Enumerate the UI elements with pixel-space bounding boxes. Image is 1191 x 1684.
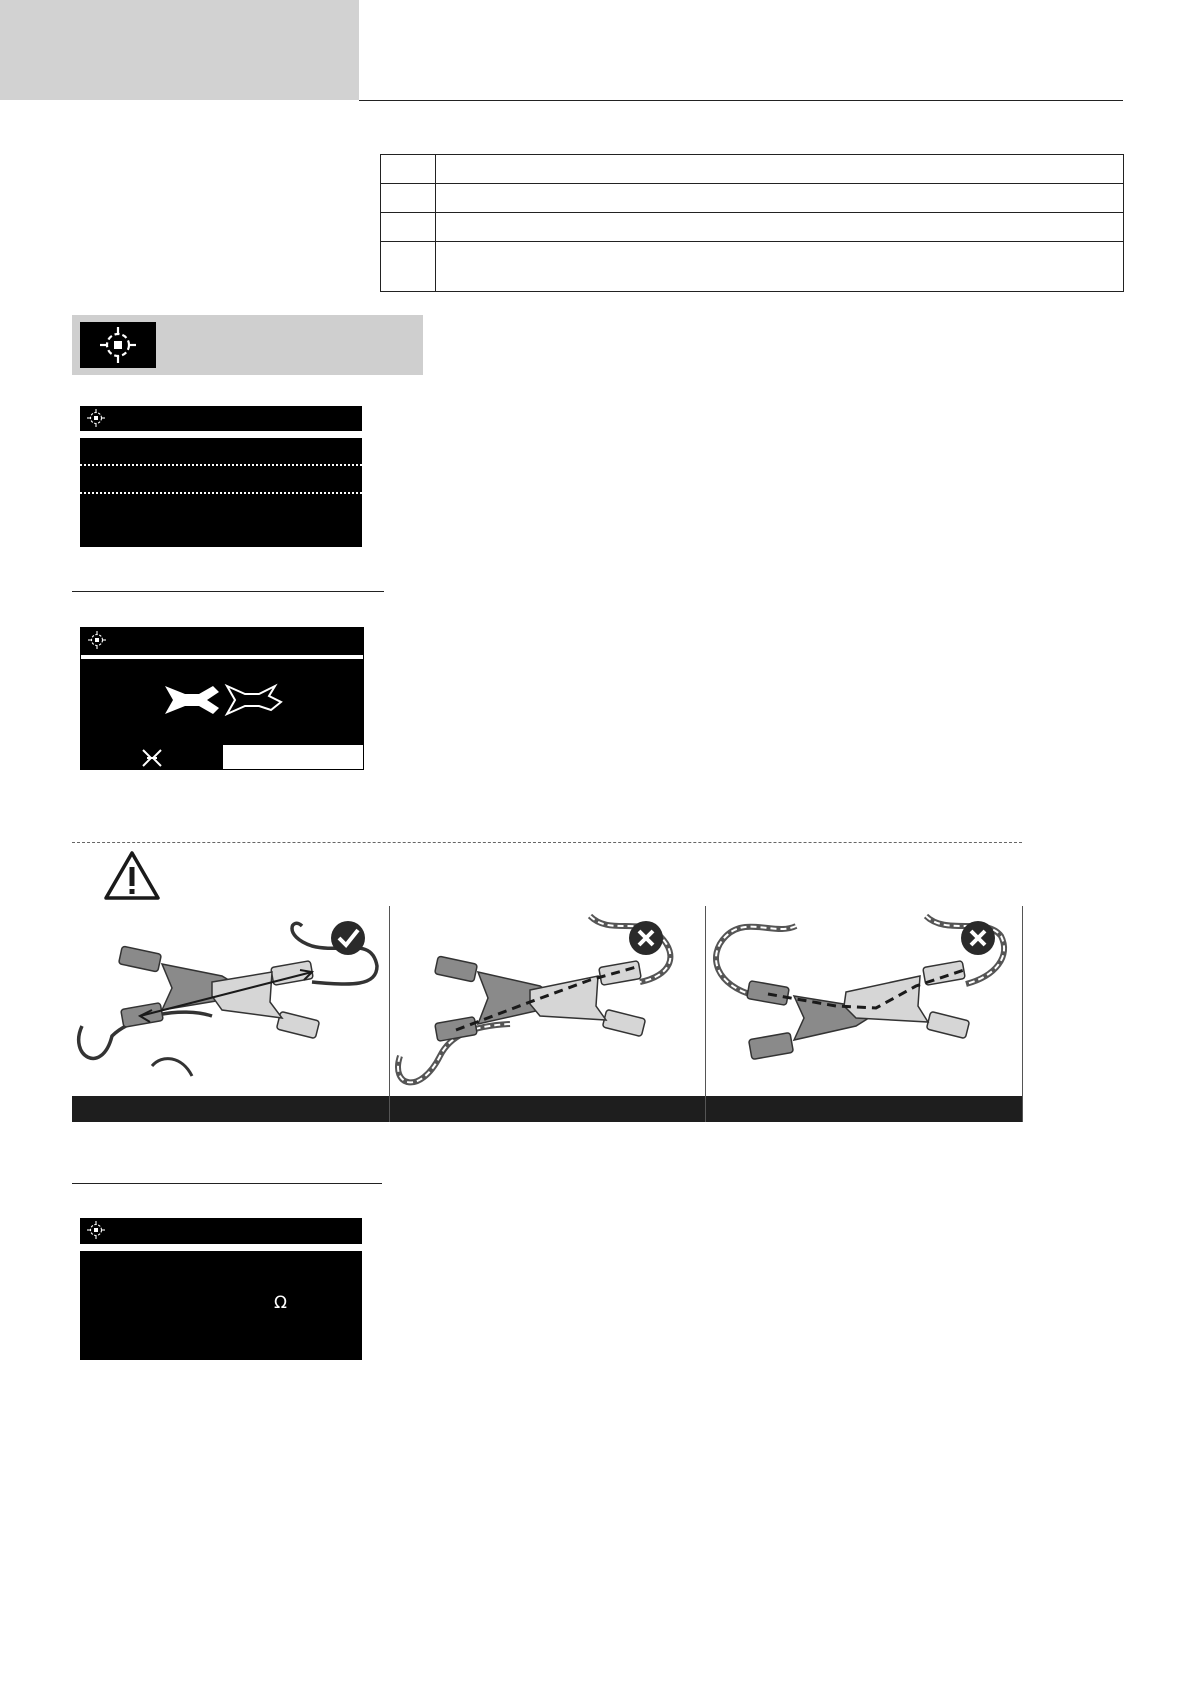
dashed-separator bbox=[72, 842, 1022, 843]
subsection-rule bbox=[72, 1183, 382, 1184]
row-text bbox=[436, 242, 1124, 292]
reference-table bbox=[380, 154, 1124, 292]
crosshair-icon bbox=[80, 322, 156, 368]
panel-caption bbox=[72, 1096, 389, 1122]
crosshair-icon bbox=[86, 408, 106, 433]
row-number bbox=[381, 242, 436, 292]
clamp-panel-incorrect bbox=[706, 906, 1022, 1096]
title-separator bbox=[80, 1244, 362, 1251]
title-separator bbox=[80, 431, 362, 438]
clamps-connected-icon bbox=[163, 680, 283, 720]
ohm-unit: Ω bbox=[274, 1293, 287, 1313]
subsection-rule bbox=[72, 591, 384, 592]
header-corner-block bbox=[0, 0, 359, 100]
device-screen-measurement bbox=[80, 1218, 362, 1360]
panel-divider bbox=[1022, 906, 1023, 1122]
section-banner bbox=[72, 315, 423, 375]
dotted-divider bbox=[80, 492, 362, 494]
row-text bbox=[436, 155, 1124, 184]
row-text bbox=[436, 213, 1124, 242]
row-number bbox=[381, 155, 436, 184]
warning-triangle-icon bbox=[103, 850, 161, 902]
table-row bbox=[381, 242, 1124, 292]
table-row bbox=[381, 213, 1124, 242]
row-number bbox=[381, 184, 436, 213]
clamp-panel-incorrect bbox=[390, 906, 705, 1096]
table-row bbox=[381, 184, 1124, 213]
crosshair-icon bbox=[86, 1220, 106, 1245]
panel-caption bbox=[706, 1096, 1022, 1122]
header-rule bbox=[359, 100, 1123, 101]
table-row bbox=[381, 155, 1124, 184]
row-number bbox=[381, 213, 436, 242]
dotted-divider bbox=[80, 464, 362, 466]
panel-caption bbox=[390, 1096, 705, 1122]
clamp-icon bbox=[141, 748, 163, 768]
device-screen-menu bbox=[80, 406, 362, 547]
clamp-button[interactable] bbox=[81, 745, 222, 770]
device-screen-clamp-prompt bbox=[80, 627, 364, 770]
footer-right-button[interactable] bbox=[223, 745, 363, 770]
x-icon bbox=[960, 920, 996, 956]
crosshair-icon bbox=[87, 630, 107, 655]
clamp-panel-correct bbox=[72, 906, 389, 1096]
title-separator bbox=[81, 655, 363, 659]
x-icon bbox=[628, 920, 664, 956]
row-text bbox=[436, 184, 1124, 213]
checkmark-icon bbox=[330, 920, 366, 956]
